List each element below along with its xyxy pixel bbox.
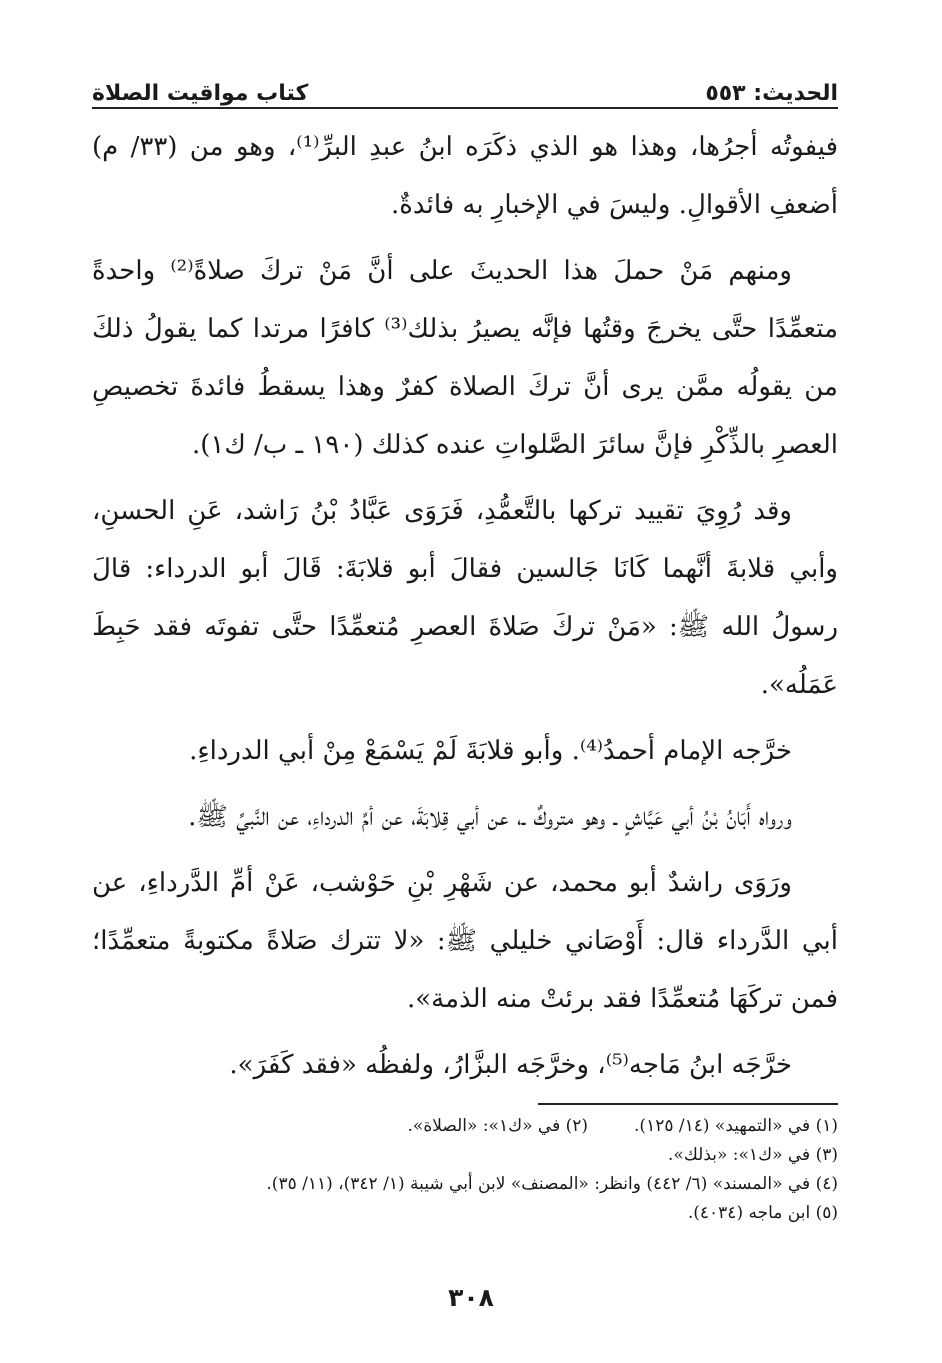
footnote-rule bbox=[538, 1103, 838, 1105]
footnote-row-3 bbox=[92, 1170, 838, 1199]
main-text bbox=[92, 118, 838, 1102]
paragraph-1: فيفوتُه أجرُها، وهذا هو الذي ذكَرَه ابنُ عبدِ البرِّ⁽¹⁾، وهو من (٣٣/ م) أضعفِ الأقوالِ. وليسَ في الإخبارِ به فائدةٌ. bbox=[92, 132, 838, 220]
footnote-row-2 bbox=[92, 1141, 838, 1170]
chapter-title: كتاب مواقيت الصلاة bbox=[92, 81, 309, 106]
header-rule bbox=[92, 107, 838, 109]
footnote-row-4 bbox=[92, 1199, 838, 1228]
paragraph-4: خرَّجه الإمام أحمدُ⁽⁴⁾. وأبو قلابَةَ لَمْ يَسْمَعْ مِنْ أبي الدرداءِ. bbox=[189, 736, 792, 766]
page-number: ٣٠٨ bbox=[448, 1283, 494, 1312]
paragraph-5: ورواه أَبَانُ بْنُ أبي عَيَّاشٍ ـ وهو متروكٌ ـ، عن أبي قِلابَةَ، عن أمِّ الدرداءِ، عن النَّبيِّ ﷺ. bbox=[188, 802, 792, 832]
footnote-2: (٢) في «ك١»: «الصلاة». bbox=[407, 1116, 589, 1136]
footnote-5: (٥) ابن ماجه (٤٠٣٤). bbox=[687, 1203, 838, 1223]
paragraph-7: خرَّجَه ابنُ مَاجه⁽⁵⁾، وخرَّجَه البزَّارُ، ولفظُه «فقد كَفَرَ». bbox=[229, 1050, 792, 1080]
paragraph-6: ورَوَى راشدٌ أبو محمد، عن شَهْرِ بْنِ حَوْشب، عَنْ أمِّ الدَّرداءِ، عن أبي الدَّرداء قال: أَوْصَاني خليلي ﷺ: «لا تترك صَلاةً مكتوبةً متعمِّدًا؛ فمن تركَهَا مُتعمِّدًا فقد برئتْ منه الذمة». bbox=[92, 868, 838, 1014]
footnotes bbox=[92, 1112, 838, 1228]
footnote-3: (٣) في «ك١»: «بذلك». bbox=[668, 1145, 838, 1165]
hadith-number: الحديث: ٥٥٣ bbox=[705, 81, 838, 106]
footnote-row-1 bbox=[92, 1112, 838, 1141]
paragraph-2: ومنهم مَنْ حملَ هذا الحديثَ على أنَّ مَنْ تركَ صلاةً⁽²⁾ واحدةً متعمِّدًا حتَّى يخرجَ وقتُها فإنَّه يصيرُ بذلك⁽³⁾ كافرًا مرتدا كما يقولُ ذلكَ من يقولُه ممَّن يرى أنَّ تركَ الصلاة كفرٌ وهذا يسقطُ فائدةَ تخصيصِ العصرِ بالذِّكْرِ فإنَّ سائرَ الصَّلواتِ عنده كذلك (١٩٠ ـ ب/ ك١). bbox=[92, 256, 838, 460]
footnote-1: (١) في «التمهيد» (١٤/ ١٢٥). bbox=[634, 1116, 838, 1136]
paragraph-3: وقد رُوِيَ تقييد تركها بالتَّعمُّدِ، فَرَوَى عَبَّادُ بْنُ رَاشد، عَنِ الحسنِ، وأبي قلابةَ أنَّهما كَانَا جَالسين فقالَ أبو قلابَةَ: قَالَ أبو الدرداء: قالَ رسولُ الله ﷺ: «مَنْ تركَ صَلاةَ العصرِ مُتعمِّدًا حتَّى تفوتَه فقد حَبِطَ عَمَلُه». bbox=[92, 496, 838, 700]
running-head bbox=[92, 70, 838, 106]
footnote-4: (٤) في «المسند» (٦/ ٤٤٢) وانظر: «المصنف» لابن أبي شيبة (١/ ٣٤٢)، (١١/ ٣٥). bbox=[266, 1174, 838, 1194]
